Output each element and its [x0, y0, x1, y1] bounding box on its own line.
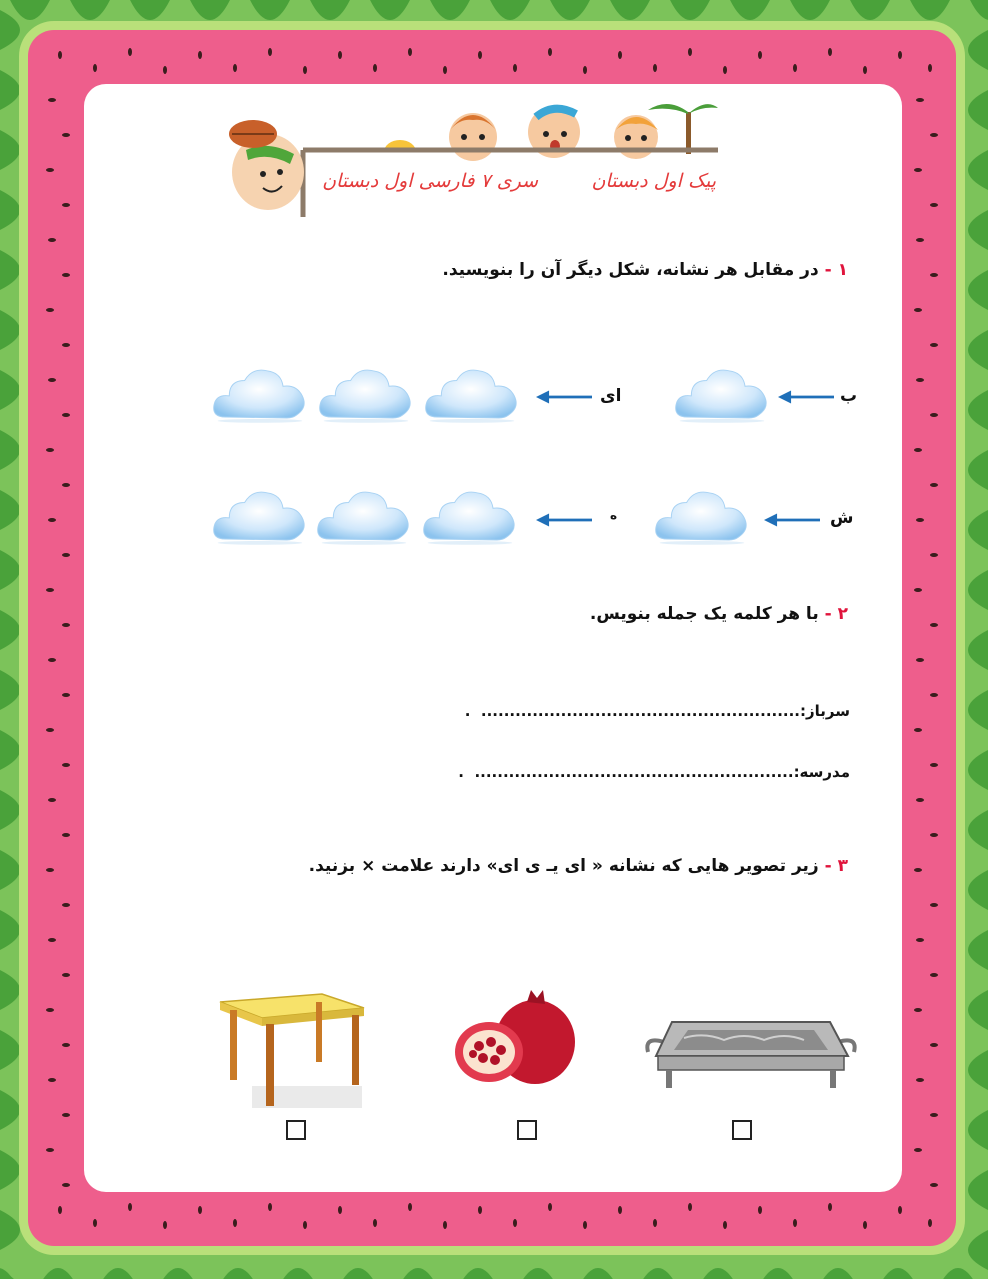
question-2-number: ۲	[837, 604, 848, 624]
q1-row2-letter-a: ش	[830, 508, 854, 528]
arrow-left-icon	[536, 513, 592, 527]
word-school: مدرسه:	[793, 763, 850, 781]
cloud-answer-box[interactable]	[316, 484, 412, 546]
question-3-text: زیر تصویر هایی که نشانه « ای یـ ی ای» دارند علامت × بزنید.	[308, 856, 819, 876]
header-right-title: سری ۷ فارسی اول دبستان	[322, 170, 538, 192]
arrow-left-icon	[778, 390, 834, 404]
question-1-dash: -	[824, 260, 832, 280]
question-3-dash: -	[824, 856, 832, 876]
q1-row1-letter-b: ای	[600, 386, 622, 406]
question-1	[442, 260, 848, 280]
question-2	[590, 604, 848, 624]
cloud-answer-box[interactable]	[212, 362, 308, 424]
question-2-text: با هر کلمه یک جمله بنویس.	[589, 604, 819, 624]
question-1-text: در مقابل هر نشانه، شکل دیگر آن را بنویسید.	[442, 260, 819, 280]
q1-row1-letter-a: ب	[840, 386, 858, 406]
header-left-title: پیک اول دبستان	[591, 170, 716, 192]
checkbox-table[interactable]	[286, 1120, 306, 1140]
end-dot: .	[464, 702, 471, 720]
question-3	[309, 856, 848, 876]
arrow-left-icon	[764, 513, 820, 527]
question-3-number: ۳	[837, 856, 848, 876]
question-2-dash: -	[824, 604, 832, 624]
question-1-number: ۱	[837, 260, 848, 280]
cloud-answer-box[interactable]	[318, 362, 414, 424]
checkbox-pomegranate[interactable]	[517, 1120, 537, 1140]
cloud-answer-box[interactable]	[212, 484, 308, 546]
dotted-answer-line[interactable]: ........................................................	[474, 763, 794, 781]
cloud-answer-box[interactable]	[654, 484, 750, 546]
q1-row2-letter-b: ه	[610, 508, 618, 522]
word-soldier: سرباز:	[800, 702, 850, 720]
cloud-answer-box[interactable]	[422, 484, 518, 546]
pomegranate-picture	[445, 990, 577, 1090]
sentence-line-1[interactable]	[465, 702, 850, 720]
cloud-answer-box[interactable]	[674, 362, 770, 424]
checkbox-tray[interactable]	[732, 1120, 752, 1140]
sentence-line-2[interactable]	[458, 763, 850, 781]
dotted-answer-line[interactable]: ........................................................	[480, 702, 801, 720]
arrow-left-icon	[536, 390, 592, 404]
table-picture	[212, 990, 368, 1108]
silver-tray-picture	[644, 1016, 858, 1094]
kids-header-illustration	[218, 92, 723, 222]
cloud-answer-box[interactable]	[424, 362, 520, 424]
end-dot: .	[458, 763, 464, 781]
